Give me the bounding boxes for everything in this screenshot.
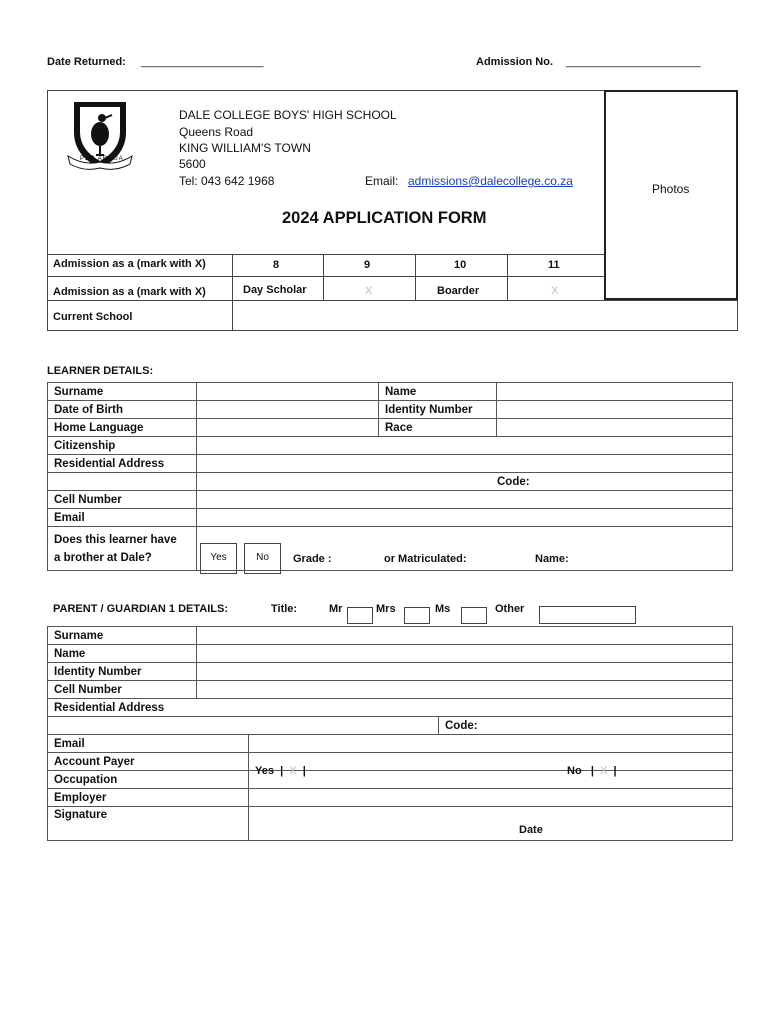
learner-details-table xyxy=(47,382,733,571)
photos-box[interactable] xyxy=(604,90,738,300)
account-payer-yes-mark: X xyxy=(289,765,297,777)
surname-input[interactable] xyxy=(197,383,379,401)
g-employer-input[interactable] xyxy=(249,789,733,807)
address-line2-input[interactable] xyxy=(197,473,733,491)
id-number-label: Identity Number xyxy=(379,401,497,419)
signature-date-label: Date xyxy=(519,824,543,836)
school-name: DALE COLLEGE BOYS' HIGH SCHOOL xyxy=(179,108,397,122)
boarder-option[interactable]: Boarder xyxy=(437,285,480,297)
brother-question xyxy=(48,527,197,571)
account-payer-yes[interactable]: Yes | X | xyxy=(255,765,306,777)
school-street: Queens Road xyxy=(179,125,254,139)
date-returned-label: Date Returned: xyxy=(47,56,126,68)
grade-10[interactable]: 10 xyxy=(454,259,467,271)
cell-label: Cell Number xyxy=(48,491,197,509)
title-mr-checkbox[interactable] xyxy=(347,607,373,624)
photos-label: Photos xyxy=(652,182,690,196)
admission-no-field[interactable]: ______________________ xyxy=(566,56,701,68)
school-postal-code: 5600 xyxy=(179,157,206,171)
brother-no-label: No xyxy=(256,552,269,563)
g-cell-input[interactable] xyxy=(197,681,733,699)
postal-code-label: Code: xyxy=(497,475,530,488)
g-surname-label: Surname xyxy=(48,627,197,645)
guardian-details-table xyxy=(47,626,733,841)
dob-input[interactable] xyxy=(197,401,379,419)
id-number-input[interactable] xyxy=(497,401,733,419)
brother-yes-label: Yes xyxy=(210,552,227,563)
school-crest-logo xyxy=(64,98,136,174)
title-mrs-label: Mrs xyxy=(376,603,396,615)
g-surname-input[interactable] xyxy=(197,627,733,645)
name-label: Name xyxy=(379,383,497,401)
title-other-input[interactable] xyxy=(539,606,636,624)
address-line2-label-cell xyxy=(48,473,197,491)
g-address-label: Residential Address xyxy=(48,699,733,717)
address-label: Residential Address xyxy=(48,455,197,473)
admission-type-label: Admission as a (mark with X) xyxy=(53,286,206,298)
email-label: Email: xyxy=(365,174,399,188)
cell-input[interactable] xyxy=(197,491,733,509)
citizenship-input[interactable] xyxy=(197,437,733,455)
race-input[interactable] xyxy=(497,419,733,437)
title-mrs-checkbox[interactable] xyxy=(404,607,430,624)
brother-no-box[interactable] xyxy=(244,543,281,574)
grade-8[interactable]: 8 xyxy=(273,259,280,271)
title-mr-label: Mr xyxy=(329,603,343,615)
account-payer-no-label: No xyxy=(567,765,582,777)
g-employer-label: Employer xyxy=(48,789,249,807)
admission-no-label: Admission No. xyxy=(476,56,554,68)
g-code-cell[interactable] xyxy=(439,717,733,735)
guardian-section-title: PARENT / GUARDIAN 1 DETAILS: xyxy=(53,603,228,615)
g-signature-label: Signature xyxy=(48,807,249,841)
email-link[interactable]: admissions@dalecollege.co.za xyxy=(408,174,573,188)
account-payer-yes-label: Yes xyxy=(255,765,274,777)
g-cell-label: Cell Number xyxy=(48,681,197,699)
race-label: Race xyxy=(379,419,497,437)
g-occupation-label: Occupation xyxy=(48,771,249,789)
title-label: Title: xyxy=(271,603,298,615)
school-town: KING WILLIAM'S TOWN xyxy=(179,141,311,155)
g-email-input[interactable] xyxy=(249,735,733,753)
g-signature-input[interactable] xyxy=(249,807,733,841)
brother-question-line2: a brother at Dale? xyxy=(54,551,152,564)
day-scholar-mark[interactable]: X xyxy=(365,285,373,297)
current-school-input[interactable] xyxy=(233,301,737,330)
surname-label: Surname xyxy=(48,383,197,401)
g-name-input[interactable] xyxy=(197,645,733,663)
dob-label: Date of Birth xyxy=(48,401,197,419)
g-address-input[interactable] xyxy=(48,717,439,735)
brother-matriculated-label: or Matriculated: xyxy=(384,553,467,565)
date-returned-field[interactable]: ____________________ xyxy=(141,56,264,68)
account-payer-no-mark: X xyxy=(600,765,608,777)
admission-grade-label: Admission as a (mark with X) xyxy=(53,258,206,270)
title-other-label: Other xyxy=(495,603,525,615)
learner-section-title: LEARNER DETAILS: xyxy=(47,365,154,377)
g-code-label: Code: xyxy=(445,719,478,732)
g-account-payer-cell xyxy=(249,753,733,771)
brother-yes-box[interactable] xyxy=(200,543,237,574)
g-name-label: Name xyxy=(48,645,197,663)
home-language-input[interactable] xyxy=(197,419,379,437)
home-language-label: Home Language xyxy=(48,419,197,437)
brother-grade-label: Grade : xyxy=(293,553,332,565)
school-tel: Tel: 043 642 1968 xyxy=(179,174,275,188)
name-input[interactable] xyxy=(497,383,733,401)
form-title: 2024 APPLICATION FORM xyxy=(282,209,487,227)
brother-question-line1: Does this learner have xyxy=(54,533,177,546)
boarder-mark[interactable]: X xyxy=(551,285,559,297)
citizenship-label: Citizenship xyxy=(48,437,197,455)
g-id-input[interactable] xyxy=(197,663,733,681)
title-ms-checkbox[interactable] xyxy=(461,607,487,624)
day-scholar-option[interactable]: Day Scholar xyxy=(243,284,307,296)
grade-9[interactable]: 9 xyxy=(364,259,371,271)
account-payer-no[interactable]: No | X | xyxy=(567,765,617,777)
logo-motto: PER ARDUA xyxy=(80,156,124,162)
g-id-label: Identity Number xyxy=(48,663,197,681)
g-account-payer-label: Account Payer xyxy=(48,753,249,771)
address-input[interactable] xyxy=(197,455,733,473)
g-occupation-input[interactable] xyxy=(249,771,733,789)
title-ms-label: Ms xyxy=(435,603,451,615)
email-label-learner: Email xyxy=(48,509,197,527)
email-input[interactable] xyxy=(197,509,733,527)
current-school-label: Current School xyxy=(53,311,133,323)
g-email-label: Email xyxy=(48,735,249,753)
grade-11[interactable]: 11 xyxy=(548,259,560,271)
brother-name-label: Name: xyxy=(535,553,569,565)
